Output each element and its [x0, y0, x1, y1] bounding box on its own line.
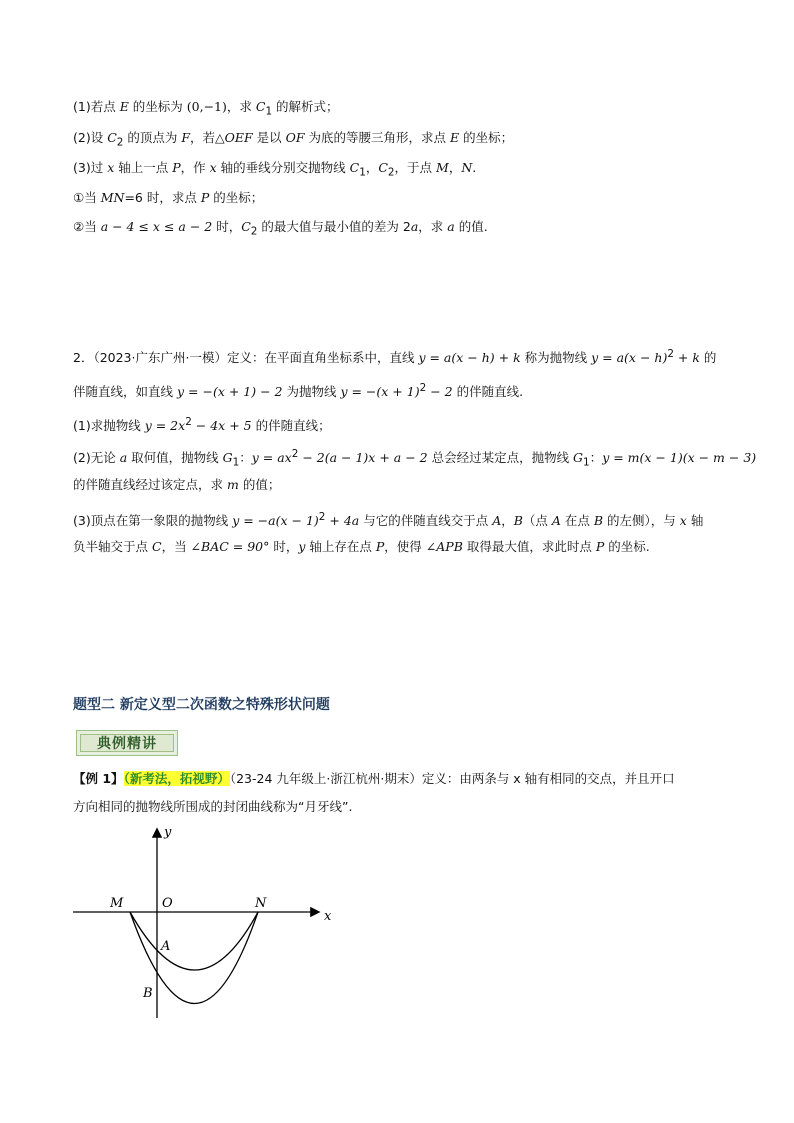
q2-part2: (2)无论 a 取何值，抛物线 $G_1$：$y = ax^2 - 2(a - 1)x + a - 2$ 总会经过某定点，抛物线 $G_1$：y = m(x − 1)(x − m − 3)	[73, 448, 757, 469]
q1-part1: (1)若点 E 的坐标为 (0,−1)，求 $C_1$ 的解析式；	[73, 99, 339, 118]
q2-part1: (1)求抛物线 $y = 2x^2 - 4x + 5$ 的伴随直线；	[73, 416, 331, 434]
label-x: x	[324, 909, 332, 924]
q2-part3: (3)顶点在第一象限的抛物线 $y = -a(x - 1)^2 + 4a$ 与它的伴随直线交于点 A，B（点 A 在点 B 的左侧），与 x 轴	[73, 511, 704, 529]
label-m: M	[110, 896, 124, 911]
label-o: O	[162, 896, 173, 911]
example-highlight: （新考法，拓视野）	[123, 771, 230, 786]
q1-part3-a: ①当 MN=6 时，求点 P 的坐标；	[73, 190, 264, 205]
example-text: （23-24 九年级上·浙江杭州·期末）定义：由两条与 x 轴有相同的交点，并且开口	[229, 771, 675, 786]
label-n: N	[255, 896, 267, 911]
label-y: y	[164, 825, 172, 840]
q2-part3-cont: 负半轴交于点 C，当 ∠BAC = 90° 时，y 轴上存在点 P，使得 ∠APB 取得最大值，求此时点 P 的坐标.	[73, 539, 650, 554]
q1-part3: (3)过 x 轴上一点 P，作 x 轴的垂线分别交抛物线 $C_1$，$C_2$，于点 M，N.	[73, 160, 477, 179]
example-tag: 【例 1】	[73, 771, 124, 786]
example-badge-label: 典例精讲	[80, 734, 174, 752]
inner-parabola	[130, 912, 258, 970]
q2-line2: 伴随直线，如直线 y = −(x + 1) − 2 为抛物线 $y = -(x + 1)^2 - 2$ 的伴随直线.	[73, 382, 524, 400]
q2-line1: 2．（2023·广东广州·一模）定义：在平面直角坐标系中，直线 y = a(x − h) + k 称为抛物线 $y = a(x - h)^2 + k$ 的	[73, 348, 717, 366]
q1-part2: (2)设 $C_2$ 的顶点为 F，若△OEF 是以 OF 为底的等腰三角形，求点 E 的坐标；	[73, 130, 514, 149]
q2-part2-cont: 的伴随直线经过该定点，求 m 的值；	[73, 477, 281, 492]
section-heading: 题型二 新定义型二次函数之特殊形状问题	[73, 697, 330, 713]
example-1-line2: 方向相同的抛物线所围成的封闭曲线称为“月牙线”.	[73, 799, 353, 814]
label-a: A	[161, 939, 171, 954]
label-b: B	[143, 986, 153, 1001]
q1-part3-b: ②当 a − 4 ≤ x ≤ a − 2 时，$C_2$ 的最大值与最小值的差为 2a，求 a 的值.	[73, 219, 488, 238]
